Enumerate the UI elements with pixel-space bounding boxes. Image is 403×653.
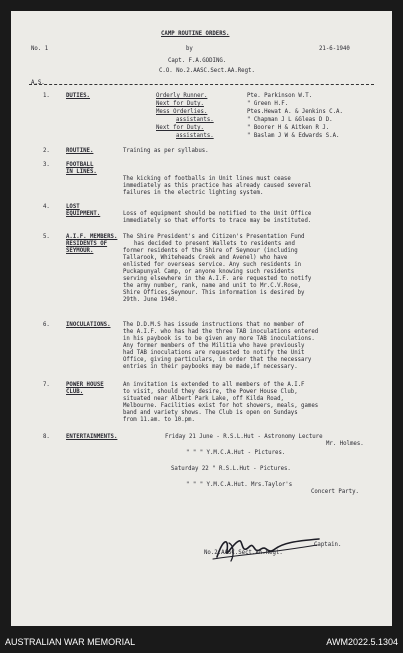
entertainment-row: Concert Party.	[311, 489, 359, 495]
archive-footer	[0, 630, 403, 653]
item-text: Puckapunyal Camp, or anyone knowing such residents	[123, 269, 295, 275]
duty-names: " Boorer H & Aitken R J.	[247, 125, 330, 131]
item-text: An invitation is extended to all members of the A.I.F	[123, 382, 305, 388]
item-text: failures in the electric lighting system.	[123, 190, 264, 196]
duty-names: Ptes.Hewat A. & Jenkins C.A.	[247, 109, 343, 115]
duty-role: assistants.	[176, 133, 214, 139]
item-heading: ENTERTAINMENTS.	[66, 434, 118, 440]
item-number: 4.	[43, 204, 50, 210]
item-heading: IN LINES.	[66, 169, 97, 175]
item-heading: ROUTINE.	[66, 148, 94, 154]
item-heading: POWER HOUSE	[66, 382, 104, 388]
issuing-officer: Capt. F.A.GODING.	[168, 58, 227, 64]
item-text: former residents of the Shire of Seymour (including	[123, 248, 298, 254]
item-heading: LOST	[66, 204, 80, 210]
duty-role: Next for Duty.	[156, 125, 204, 131]
item-text: in his paybook is to be given any more TAB inoculations.	[123, 336, 315, 342]
item-text: Loss of equipment should be notified to the Unit Office	[123, 211, 312, 217]
item-heading: RESIDENTS OF	[66, 241, 108, 247]
by-label: by	[186, 46, 193, 52]
duty-role: assistants.	[176, 117, 214, 123]
item-text: had TAB inoculations are requested to notify the Unit	[123, 350, 305, 356]
item-text: has decided to present Wallets to residents and	[134, 241, 295, 247]
item-heading: FOOTBALL	[66, 162, 94, 168]
entertainment-row: Mr. Holmes.	[326, 441, 364, 447]
item-text: Tallarook, Whiteheads Creek and Avenel) who have	[123, 255, 288, 261]
item-text: Melbourne. Facilities exist for hot showers, meals, games	[123, 403, 319, 409]
item-text: the army number, rank, name and unit to Mr.C.V.Rose,	[123, 283, 302, 289]
entertainment-row: Friday 21 June - R.S.L.Hut - Astronomy Lecture	[165, 434, 323, 440]
item-heading: SEYMOUR.	[66, 248, 94, 254]
duty-names: " Chapman J L &Gleas D D.	[247, 117, 333, 123]
item-heading: EQUIPMENT.	[66, 211, 101, 217]
item-text: 29th. June 1940.	[123, 297, 178, 303]
duty-names: Pte. Parkinson W.T.	[247, 93, 313, 99]
item-text: serving elsewhere in the A.I.F. are requested to notify	[123, 276, 312, 282]
document-title: CAMP ROUTINE ORDERS.	[161, 31, 230, 37]
item-text: immediately as this practice has already caused several	[123, 183, 312, 189]
duty-names: " Baslam J W & Edwards S.A.	[247, 133, 340, 139]
item-heading: CLUB.	[66, 389, 84, 395]
item-text: The Shire President's and Citizen's Presentation Fund	[123, 234, 305, 240]
archive-reference: AWM2022.5.1304	[326, 637, 398, 647]
duty-names: " Green H.F.	[247, 101, 289, 107]
entertainment-row: " " " Y.M.C.A.Hut - Pictures.	[186, 450, 286, 456]
item-text: Office, giving particulars, in order that the necessary	[123, 357, 312, 363]
entertainment-row: Saturday 22 " R.S.L.Hut - Pictures.	[171, 466, 291, 472]
item-heading: DUTIES.	[66, 93, 90, 99]
handwritten-signature	[209, 533, 324, 563]
item-text: The kicking of footballs in Unit lines must cease	[123, 176, 291, 182]
duty-role: Next for Duty.	[156, 101, 204, 107]
duty-role: Orderly Runner.	[156, 93, 208, 99]
item-text: to visit, should they desire, the Power House Club,	[123, 389, 298, 395]
officer-command: C.O. No.2.AASC.Sect.AA.Regt.	[159, 68, 255, 74]
item-number: 6.	[43, 322, 50, 328]
item-number: 7.	[43, 382, 50, 388]
item-text: immediately so that efforts to trace may be instituted.	[123, 218, 312, 224]
item-number: 5.	[43, 234, 50, 240]
item-heading: INOCULATIONS.	[66, 322, 111, 328]
duty-role: Mess Orderlies.	[156, 109, 208, 115]
item-text: from 11.am. to 10.pm.	[123, 417, 195, 423]
order-date: 21-6-1940	[319, 46, 350, 52]
item-number: 3.	[43, 162, 50, 168]
entertainment-row: " " " Y.M.C.A.Hut. Mrs.Taylor's	[186, 482, 293, 488]
item-heading: A.I.F. MEMBERS.	[66, 234, 118, 240]
item-text: The D.D.M.S has issude instructions that no member of	[123, 322, 305, 328]
item-text: the A.I.F. who has had the three TAB inoculations entered	[123, 329, 319, 335]
item-text: Shire Offices,Seymour. This information is desired by	[123, 290, 305, 296]
item-text: Training as per syllabus.	[123, 148, 209, 154]
item-text: Any former members of the Militia who have previously	[123, 343, 305, 349]
header-divider	[29, 84, 374, 85]
document-page	[11, 11, 392, 626]
order-number: No. 1	[31, 46, 49, 52]
item-text: band and variety shows. The Club is open on Sundays	[123, 410, 298, 416]
item-number: 8.	[43, 434, 50, 440]
item-number: 1.	[43, 93, 50, 99]
reference-mark: A.S.	[31, 80, 45, 86]
item-number: 2.	[43, 148, 50, 154]
item-text: entries in their paybooks may be made,if necessary.	[123, 364, 298, 370]
archive-name: AUSTRALIAN WAR MEMORIAL	[5, 637, 136, 647]
signatory-unit: No.2.AASC.Sect.AA.Regt.	[204, 550, 283, 556]
item-text: enlisted for overseas service. Any such residents in	[123, 262, 302, 268]
signatory-rank: Captain.	[314, 542, 342, 548]
item-text: situated near Albert Park Lake, off Kilda Road,	[123, 396, 284, 402]
